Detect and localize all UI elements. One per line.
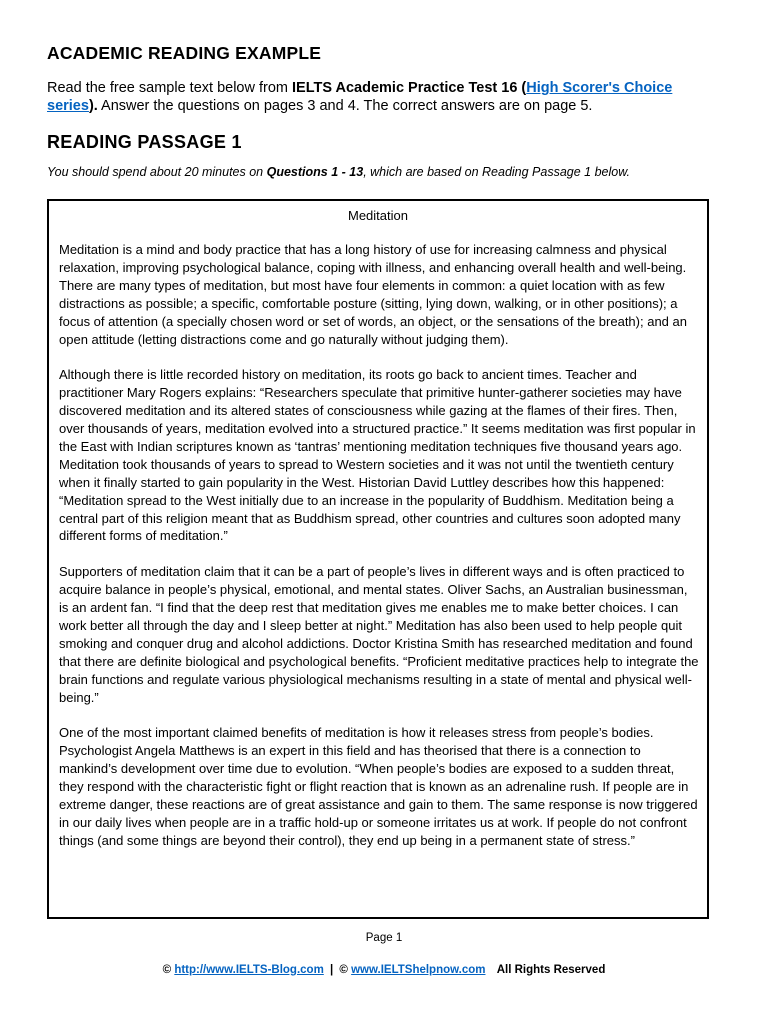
page-number: Page 1 <box>365 932 403 944</box>
instruction-post: , which are based on Reading Passage 1 below. <box>363 165 631 179</box>
intro-paren-open: ( <box>517 80 527 96</box>
instruction-text <box>47 165 630 179</box>
intro-part1: Read the free sample text below from <box>47 80 293 96</box>
passage-paragraph: Supporters of meditation claim that it can be a part of people’s lives in different ways and is often practiced to acquire balance in people’s physical, emotional, and mental states. Oliver Sachs, an Australian businessman, is an ardent fan. “I find that the deep rest that meditation gives me enables me to make better choices. I can work better all through the day and I sleep better at night.” Meditation has also been used to help people quit smoking and conquer drug and alcohol addictions. Doctor Kristina Smith has researched meditation and found that there are definite biological and psychological benefits. “Proficient meditative practices help to integrate the brain functions and regulate various physiological mechanisms resulting in a state of mental and physical well-being.” <box>59 564 699 705</box>
ielts-blog-link[interactable]: http://www.IELTS-Blog.com <box>174 964 324 976</box>
footer <box>0 964 768 976</box>
copyright-symbol: © <box>162 964 172 976</box>
instruction-questions: Questions 1 - 13 <box>266 165 364 179</box>
page-title: ACADEMIC READING EXAMPLE <box>47 43 322 63</box>
copyright-symbol: © <box>339 964 348 976</box>
passage-paragraph: Although there is little recorded history on meditation, its roots go back to ancient times. Teacher and practitioner Mary Rogers explains: “Researchers speculate that primitive hunter-gatherer societies may have discovered meditation and its altered states of consciousness while gazing at the flames of their fires. Then, over thousands of years, meditation evolved into a structured practice.” It seems meditation was first popular in the East with Indian scriptures known as ‘tantras’ mentioning meditation techniques five thousand years ago. Meditation took thousands of years to spread to Western societies and it was not until the twentieth century when it finally started to gain popularity in the West. Historian David Luttley describes how this happened: “Meditation spread to the West initially due to an increase in the popularity of Buddhism. Meditation being a central part of this religion meant that as Buddhism spread, other countries and cultures soon adopted many different forms of meditation.” <box>59 367 696 544</box>
passage-paragraph: One of the most important claimed benefits of meditation is how it releases stress from people’s bodies. Psychologist Angela Matthews is an expert in this field and has theorised that there is a connection to mankind’s development over time due to evolution. “When people’s bodies are exposed to a sudden threat, they respond with the characteristic fight or flight reaction that is known as an adrenaline rush. If people are in extreme danger, these reactions are of great assistance and gain to them. The same response is now triggered in our daily lives when people are in a traffic hold-up or someone irritates us at work. If people do not confront things (and some things are beyond their control), they end up being in a permanent state of stress.” <box>59 725 698 848</box>
passage-body <box>59 241 699 868</box>
footer-separator: | <box>330 964 334 976</box>
ielts-helpnow-link[interactable]: www.IELTShelpnow.com <box>351 964 486 976</box>
passage-paragraph: Meditation is a mind and body practice that has a long history of use for increasing calmness and physical relaxation, improving psychological balance, coping with illness, and enhancing overall health and well-being. There are many types of meditation, but most have four elements in common: a quiet location with as few distractions as possible; a specific, comfortable posture (sitting, lying down, walking, or in other positions); a focus of attention (a specially chosen word or set of words, an object, or the sensations of the breath); and an open attitude (letting distractions come and go naturally without judging them). <box>59 242 687 347</box>
intro-paren-close: ). <box>88 98 98 114</box>
rights-text: All Rights Reserved <box>496 964 606 976</box>
passage-title: Meditation <box>348 208 408 223</box>
intro-part2: Answer the questions on pages 3 and 4. The correct answers are on page 5. <box>97 98 593 114</box>
high-scorers-choice-link[interactable]: High Scorer's Choice series <box>47 80 673 114</box>
passage-heading: READING PASSAGE 1 <box>47 132 242 152</box>
instruction-pre: You should spend about 20 minutes on <box>47 165 267 179</box>
intro-test-title: IELTS Academic Practice Test 16 <box>292 80 518 96</box>
passage-box <box>47 199 709 919</box>
intro-text <box>47 79 727 115</box>
